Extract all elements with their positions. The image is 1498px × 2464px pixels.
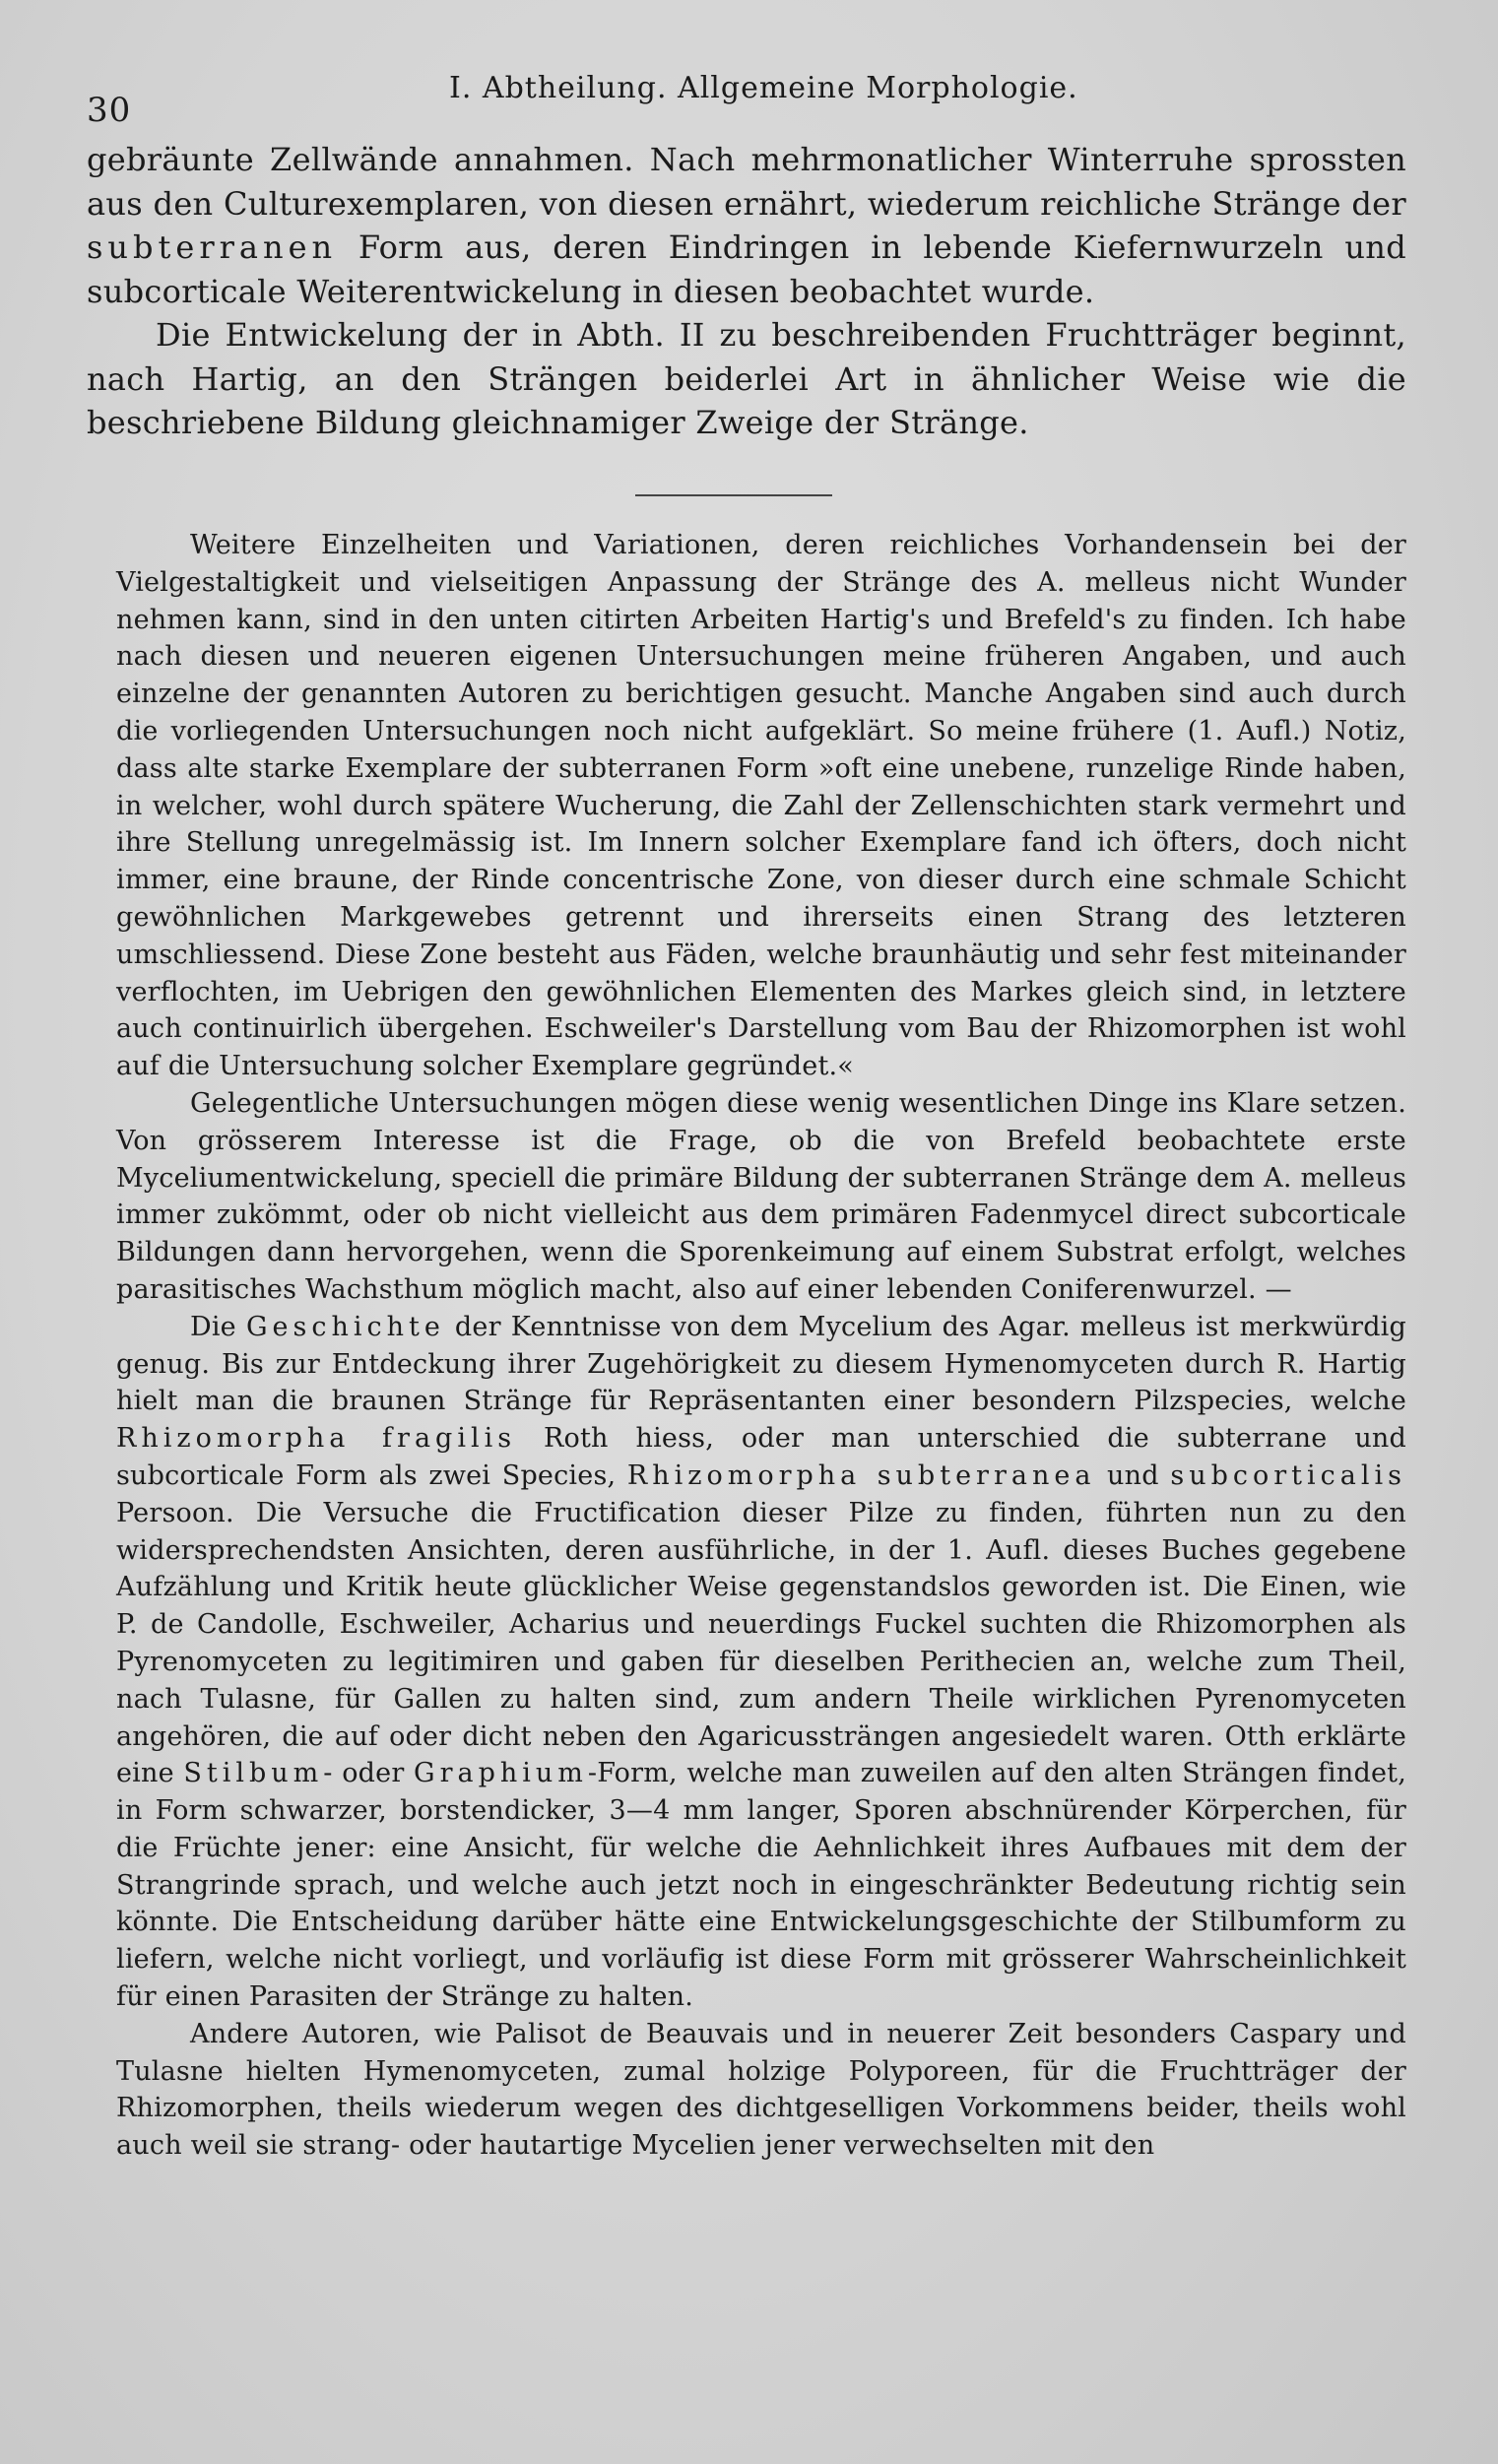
paragraph [116,1085,1406,1309]
paragraph-text: Andere Autoren, wie Palisot de Beauvais und in neuerer Zeit besonders Caspary und Tulasne hielten Hymenomyceten, zumal holzige Polyporeen, für die Fruchtträger der Rhizomorphen, theils wiederum wegen des dichtgeselligen Vorkommens beider, theils wohl auch weil sie strang- oder hautartige Mycelien jener verwechselten mit den [116,2018,1406,2162]
page-header [87,71,1406,130]
main-body-text [87,138,1406,445]
paragraph-text: Roth hiess, oder man unterschied die subterrane und subcorticale Form als zwei Species, [116,1423,1406,1491]
paragraph-text: Form aus, deren Eindringen in lebende Kiefernwurzeln und subcorticale Weiterentwickelung in diesen beobachtet wurde. [87,228,1406,310]
spaced-emphasis-text: Geschichte [245,1311,445,1342]
paragraph [87,138,1406,313]
paragraph [116,2016,1406,2165]
paragraph [116,527,1406,1085]
spaced-emphasis-text: Stilbum [183,1758,324,1789]
spaced-emphasis-text: subcorticalis [1170,1459,1406,1491]
paragraph [116,1309,1406,2016]
running-head: I. Abtheilung. Allgemeine Morphologie. [449,71,1078,105]
section-divider [635,494,832,496]
paragraph-text: Die [190,1311,246,1342]
paragraph-text: -Form, welche man zuweilen auf den alten Strängen findet, in Form schwarzer, borstendicker, 3—4 mm langer, Sporen abschnürender Körperchen, für die Früchte jener: eine Ansicht, für welche die Aehnlichkeit ihres Aufbaues mit dem der Strangrinde sprach, und welche auch jetzt noch in eingeschränkter Bedeutung richtig sein könnte. Die Entscheidung darüber hätte eine Entwickelungsgeschichte der Stilbumform zu liefern, welche nicht vorliegt, und vorläufig ist diese Form mit grösserer Wahrscheinlichkeit für einen Parasiten der Stränge zu halten. [116,1758,1406,2013]
page-number: 30 [87,91,132,130]
spaced-emphasis-text: Rhizomorpha fragilis [116,1423,517,1455]
small-print-notes [116,527,1406,2165]
paragraph [87,313,1406,445]
paragraph-text: Die Entwickelung der in Abth. II zu beschreibenden Fruchtträger beginnt, nach Hartig, an den Strängen beiderlei Art in ähnlicher Weise wie die beschriebene Bildung gleichnamiger Zweige der Stränge. [87,316,1406,441]
paragraph-text: Weitere Einzelheiten und Variationen, deren reichliches Vorhandensein bei der Vielgestaltigkeit und vielseitigen Anpassung der Stränge des A. melleus nicht Wunder nehmen kann, sind in den unten citirten Arbeiten Hartig's und Brefeld's zu finden. Ich habe nach diesen und neueren eigenen Untersuchungen meine früheren Angaben, und auch einzelne der genannten Autoren zu berichtigen gesucht. Manche Angaben sind auch durch die vorliegenden Untersuchungen noch nicht aufgeklärt. So meine frühere (1. Aufl.) Notiz, dass alte starke Exemplare der subterranen Form »oft eine unebene, runzelige Rinde haben, in welcher, wohl durch spätere Wucherung, die Zahl der Zellenschichten stark vermehrt und ihre Stellung unregelmässig ist. Im Innern solcher Exemplare fand ich öfters, doch nicht immer, eine braune, der Rinde concentrische Zone, von dieser durch eine schmale Schicht gewöhnlichen Markgewebes getrennt und ihrerseits einen Strang des letzteren umschliessend. Diese Zone besteht aus Fäden, welche braunhäutig und sehr fest miteinander verflochten, im Uebrigen den gewöhnlichen Elementen des Markes gleich sind, in letztere auch continuirlich übergehen. Eschweiler's Darstellung vom Bau der Rhizomorphen ist wohl auf die Untersuchung solcher Exemplare gegründet.« [116,530,1406,1082]
paragraph-text: - oder [323,1758,415,1789]
paragraph-text: und [1095,1459,1171,1491]
spaced-emphasis-text: Rhizomorpha subterranea [626,1459,1096,1491]
paragraph-text: Gelegentliche Untersuchungen mögen diese wenig wesentlichen Dinge ins Klare setzen. Von grösserem Interesse ist die Frage, ob die von Brefeld beobachtete erste Myceliumentwickelung, speciell die primäre Bildung der subterranen Stränge dem A. melleus immer zukömmt, oder ob nicht vielleicht aus dem primären Fadenmycel direct subcorticale Bildungen dann hervorgehen, wenn die Sporenkeimung auf einem Substrat erfolgt, welches parasitisches Wachsthum möglich macht, also auf einer lebenden Coniferenwurzel. — [116,1087,1406,1305]
paragraph-text: Persoon. Die Versuche die Fructification dieser Pilze zu finden, führten nun zu den widersprechendsten Ansichten, deren ausführliche, in der 1. Aufl. dieses Buches gegebene Aufzählung und Kritik heute glücklicher Weise gegenstandslos geworden ist. Die Einen, wie P. de Candolle, Eschweiler, Acharius und neuerdings Fuckel suchten die Rhizomorphen als Pyrenomyceten zu legitimiren und gaben für dieselben Perithecien an, welche zum Theil, nach Tulasne, für Gallen zu halten sind, zum andern Theile wirklichen Pyrenomyceten angehören, die auf oder dicht neben den Agaricussträngen angesiedelt waren. Otth erklärte eine [116,1497,1406,1789]
spaced-emphasis-text: subterranen [87,228,338,266]
paragraph-text: der Kenntnisse von dem Mycelium des Agar. melleus ist merkwürdig genug. Bis zur Entdeckung ihrer Zugehörigkeit zu diesem Hymenomyceten durch R. Hartig hielt man die braunen Stränge für Repräsentanten einer besondern Pilzspecies, welche [116,1311,1406,1417]
paragraph-text: gebräunte Zellwände annahmen. Nach mehrmonatlicher Winterruhe sprossten aus den Culturexemplaren, von diesen ernährt, wiederum reichliche Stränge der [87,141,1406,223]
spaced-emphasis-text: Graphium [414,1758,588,1789]
